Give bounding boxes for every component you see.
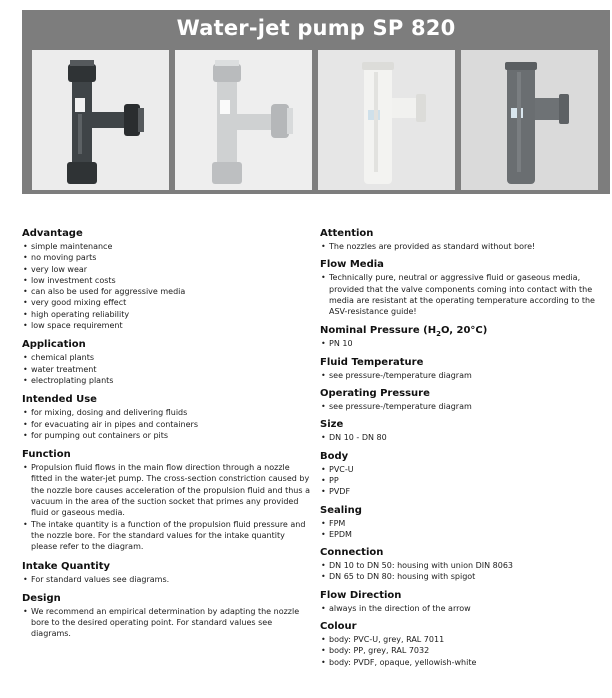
- list-item: • The intake quantity is a function of the propulsion fluid pressure and the nozzle bore. For the standard values for the intake quantity please refer to the diagram.: [22, 519, 312, 553]
- heading-intake-quantity: Intake Quantity: [22, 560, 111, 572]
- list-item: • The nozzles are provided as standard without bore!: [320, 241, 610, 252]
- page-title: Water-jet pump SP 820: [176, 16, 456, 40]
- pump-photo-pvdf: [318, 50, 455, 190]
- header-banner: [22, 10, 610, 194]
- heading-function: Function: [22, 449, 71, 461]
- list-item: • very low wear: [22, 264, 312, 275]
- heading-advantage: Advantage: [22, 228, 83, 239]
- section-intended-use: [22, 394, 312, 441]
- heading-flow-media: Flow Media: [320, 259, 384, 271]
- heading-fluid-temperature: Fluid Temperature: [320, 356, 424, 368]
- list-item: • PVC-U: [320, 464, 610, 475]
- section-design: [22, 593, 312, 640]
- heading-body: Body: [320, 450, 349, 462]
- list-item: • simple maintenance: [22, 241, 312, 252]
- pump-photo-spigot: [461, 50, 598, 190]
- section-flow-media: [320, 259, 610, 317]
- heading-flow-direction: Flow Direction: [320, 589, 402, 601]
- heading-operating-pressure: Operating Pressure: [320, 388, 430, 400]
- section-nominal-pressure: [320, 325, 610, 349]
- heading-attention: Attention: [320, 228, 374, 239]
- heading-intended-use: Intended Use: [22, 394, 97, 406]
- list-item: • body: PVC-U, grey, RAL 7011: [320, 634, 610, 645]
- list-item: • high operating reliability: [22, 309, 312, 320]
- heading-design: Design: [22, 592, 61, 604]
- list-item: • We recommend an empirical determination by adapting the nozzle bore to the desired operating point. For standard values see diagrams.: [22, 606, 312, 640]
- pump-photo-pp: [175, 50, 312, 190]
- list-item: • for evacuating air in pipes and containers: [22, 419, 312, 430]
- left-column: [22, 228, 312, 640]
- heading-size: Size: [320, 419, 344, 431]
- list-item: • Technically pure, neutral or aggressive fluid or gaseous media, provided that the valve components coming into contact with the media are resistant at the operating temperature according to the ASV-resistance guide!: [320, 272, 610, 317]
- list-item: • see pressure-/temperature diagram: [320, 370, 610, 381]
- list-item: • EPDM: [320, 529, 610, 540]
- right-column: [320, 228, 610, 668]
- list-item: • PN 10: [320, 338, 610, 349]
- list-item: • DN 65 to DN 80: housing with spigot: [320, 571, 610, 582]
- list-item: • for pumping out containers or pits: [22, 430, 312, 441]
- heading-colour: Colour: [320, 621, 357, 633]
- section-sealing: [320, 505, 610, 541]
- list-item: • DN 10 to DN 50: housing with union DIN 8063: [320, 560, 610, 571]
- list-item: • for mixing, dosing and delivering fluids: [22, 407, 312, 418]
- list-item: • always in the direction of the arrow: [320, 603, 610, 614]
- list-item: • very good mixing effect: [22, 297, 312, 308]
- list-item: • electroplating plants: [22, 375, 312, 386]
- list-item: • DN 10 - DN 80: [320, 432, 610, 443]
- heading-nominal-pressure: Nominal Pressure ($H_2O$, 20°C): [320, 325, 488, 339]
- list-item: • PP: [320, 475, 610, 486]
- list-item: • no moving parts: [22, 252, 312, 263]
- section-application: [22, 339, 312, 386]
- list-item: • PVDF: [320, 486, 610, 497]
- section-operating-pressure: [320, 388, 610, 412]
- list-item: • FPM: [320, 518, 610, 529]
- section-function: [22, 449, 312, 552]
- heading-sealing: Sealing: [320, 504, 362, 516]
- heading-connection: Connection: [320, 547, 384, 559]
- list-item: • body: PP, grey, RAL 7032: [320, 645, 610, 656]
- list-item: • Propulsion fluid flows in the main flow direction through a nozzle fitted in the water-jet pump. The cross-section constriction caused by the nozzle bore causes acceleration of the propulsion fluid and thus a vacuum in the area of the suction socket that primes any provided fluid or gaseous media.: [22, 462, 312, 518]
- pump-photo-pvc-u: [32, 50, 169, 190]
- list-item: • low space requirement: [22, 320, 312, 331]
- heading-application: Application: [22, 339, 86, 351]
- list-item: • see pressure-/temperature diagram: [320, 401, 610, 412]
- section-size: [320, 419, 610, 443]
- section-advantage: [22, 228, 312, 331]
- section-connection: [320, 547, 610, 583]
- section-body: [320, 451, 610, 498]
- section-colour: [320, 621, 610, 668]
- list-item: • can also be used for aggressive media: [22, 286, 312, 297]
- list-item: • low investment costs: [22, 275, 312, 286]
- section-flow-direction: [320, 590, 610, 614]
- section-attention: [320, 228, 610, 252]
- list-item: • chemical plants: [22, 352, 312, 363]
- list-item: • For standard values see diagrams.: [22, 574, 312, 585]
- section-fluid-temperature: [320, 357, 610, 381]
- list-item: • water treatment: [22, 364, 312, 375]
- section-intake-quantity: [22, 561, 312, 585]
- list-item: • body: PVDF, opaque, yellowish-white: [320, 657, 610, 668]
